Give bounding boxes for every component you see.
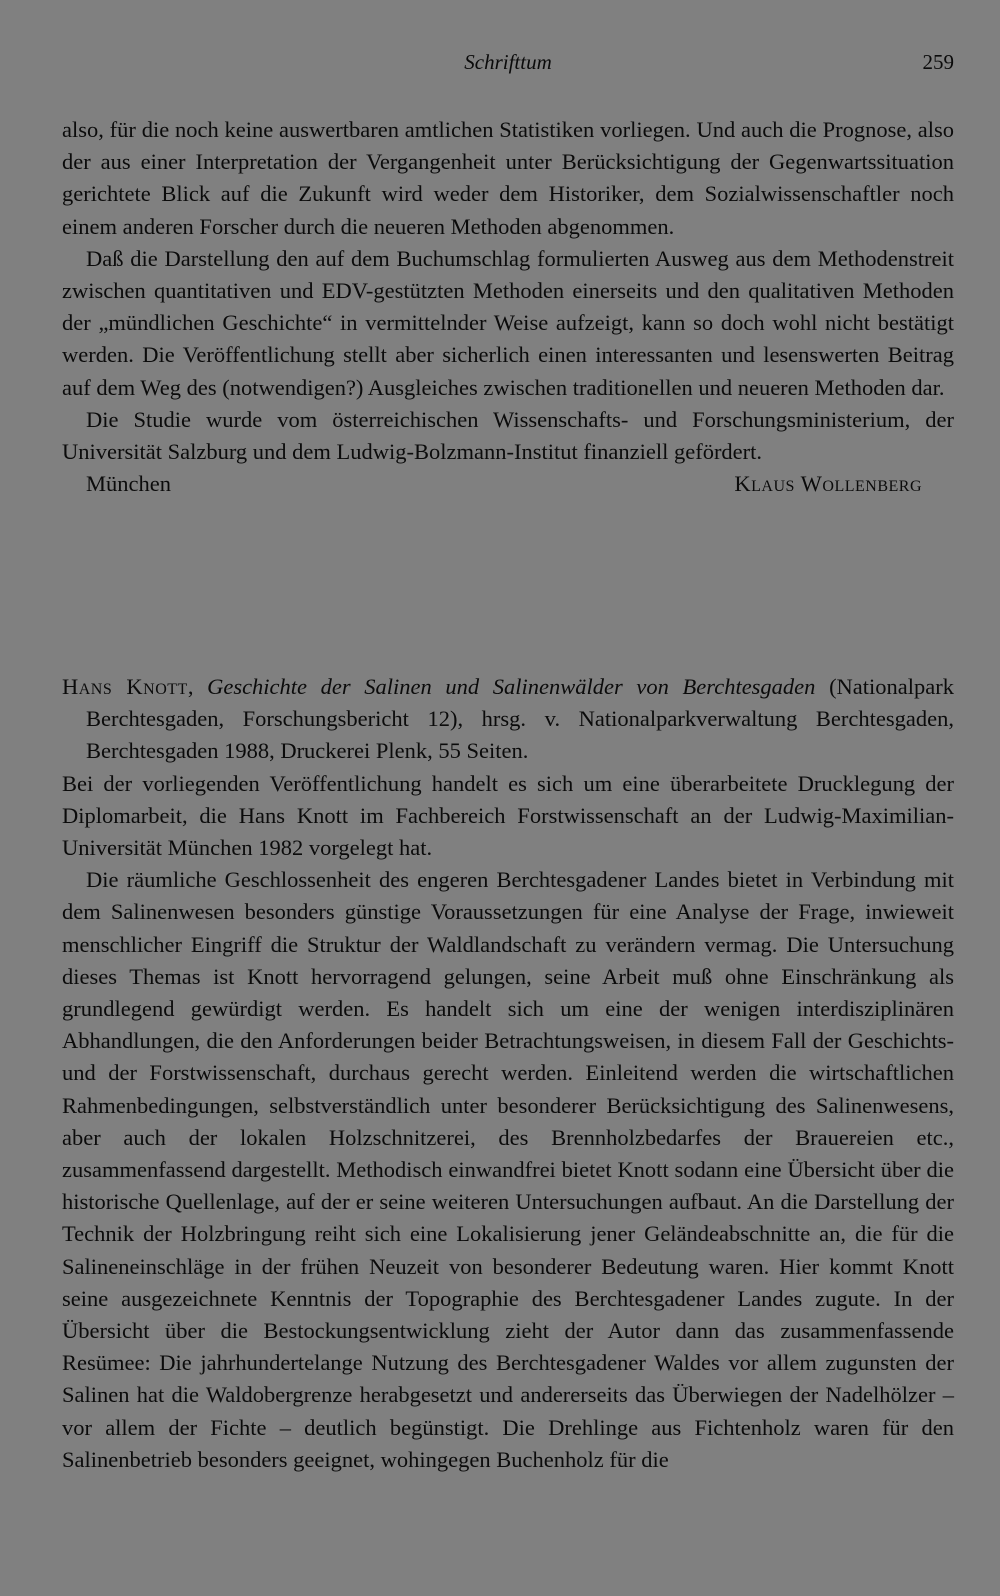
- signature-place: München: [86, 471, 171, 497]
- running-title: Schrifttum: [464, 50, 552, 74]
- second-review: [62, 671, 954, 1476]
- paragraph: Daß die Darstellung den auf dem Buchumschlag formulierten Ausweg aus dem Methodenstreit zwischen quantitativen und EDV-gestützten Methoden einerseits und den qualitativen Methoden der „mündlichen Geschichte“ in vermittelnder Weise aufzeigt, kann so doch wohl nicht bestätigt werden. Die Veröffentlichung stellt aber sicherlich einen interessanten und lesenswerten Beitrag auf dem Weg des (notwendigen?) Ausgleiches zwischen traditionellen und neueren Methoden dar.: [62, 245, 954, 400]
- book-title: Geschichte der Salinen und Salinenwälder von Berchtesgaden: [207, 674, 816, 699]
- paragraph: Die Studie wurde vom österreichischen Wissenschafts- und Forschungsministerium, der Universität Salzburg und dem Ludwig-Bolzmann-Institut finanziell gefördert.: [62, 406, 954, 465]
- review-signature: [62, 468, 954, 500]
- book-details: (Nationalpark Berchtesgaden, Forschungsbericht 12), hrsg. v. Nationalparkverwaltung Berchtesgaden, Berchtesgaden 1988, Druckerei Plenk, 55 Seiten.: [86, 674, 955, 764]
- first-review-ending: [62, 114, 954, 500]
- bibliographic-citation: Hans Knott, Geschichte der Salinen und Salinenwälder von Berchtesgaden (Nationalpark Berchtesgaden, Forschungsbericht 12), hrsg. v. Nationalparkverwaltung Berchtesgaden, Berchtesgaden 1988, Druckerei Plenk, 55 Seiten.: [62, 674, 955, 764]
- paragraph: Bei der vorliegenden Veröffentlichung handelt es sich um eine überarbeitete Drucklegung der Diplomarbeit, die Hans Knott im Fachbereich Forstwissenschaft an der Ludwig-Maximilian-Universität München 1982 vorgelegt hat.: [62, 770, 954, 861]
- paragraph: also, für die noch keine auswertbaren amtlichen Statistiken vorliegen. Und auch die Prognose, also der aus einer Interpretation der Vergangenheit unter Berücksichtigung der Gegenwartssituation gerichtete Blick auf die Zukunft wird weder dem Historiker, dem Sozialwissenschaftler noch einem anderen Forscher durch die neueren Methoden abgenommen.: [62, 117, 954, 239]
- book-author: Hans Knott: [62, 674, 188, 699]
- reviewer-name: Klaus Wollenberg: [734, 471, 922, 497]
- page-header: [62, 50, 954, 80]
- page-number: 259: [922, 50, 954, 74]
- paragraph: Die räumliche Geschlossenheit des engeren Berchtesgadener Landes bietet in Verbindung mit dem Salinenwesen besonders günstige Voraussetzungen für eine Analyse der Frage, inwieweit menschlicher Eingriff die Struktur der Waldlandschaft zu verändern vermag. Die Untersuchung dieses Themas ist Knott hervorragend gelungen, seine Arbeit muß ohne Einschränkung als grundlegend gewürdigt werden. Es handelt sich um eine der wenigen interdisziplinären Abhandlungen, die den Anforderungen beider Betrachtungsweisen, in diesem Fall der Geschichts- und der Forstwissenschaft, durchaus gerecht werden. Einleitend werden die wirtschaftlichen Rahmenbedingungen, selbstverständlich unter besonderer Berücksichtigung des Salinenwesens, aber auch der lokalen Holzschnitzerei, des Brennholzbedarfes der Brauereien etc., zusammenfassend dargestellt. Methodisch einwandfrei bietet Knott sodann eine Übersicht über die historische Quellenlage, auf der er seine weiteren Untersuchungen aufbaut. An die Darstellung der Technik der Holzbringung reiht sich eine Lokalisierung jener Geländeabschnitte an, die für die Salineneinschläge in der frühen Neuzeit von besonderer Bedeutung waren. Hier kommt Knott seine ausgezeichnete Kenntnis der Topographie des Berchtesgadener Landes zugute. In der Übersicht über die Bestockungsentwicklung zieht der Autor dann das zusammenfassende Resümee: Die jahrhundertelange Nutzung des Berchtesgadener Waldes vor allem zugunsten der Salinen hat die Waldobergrenze herabgesetzt und andererseits das Überwiegen der Nadelhölzer – vor allem der Fichte – deutlich begünstigt. Die Drehlinge aus Fichtenholz waren für den Salinenbetrieb besonders geeignet, wohingegen Buchenholz für die: [62, 867, 954, 1472]
